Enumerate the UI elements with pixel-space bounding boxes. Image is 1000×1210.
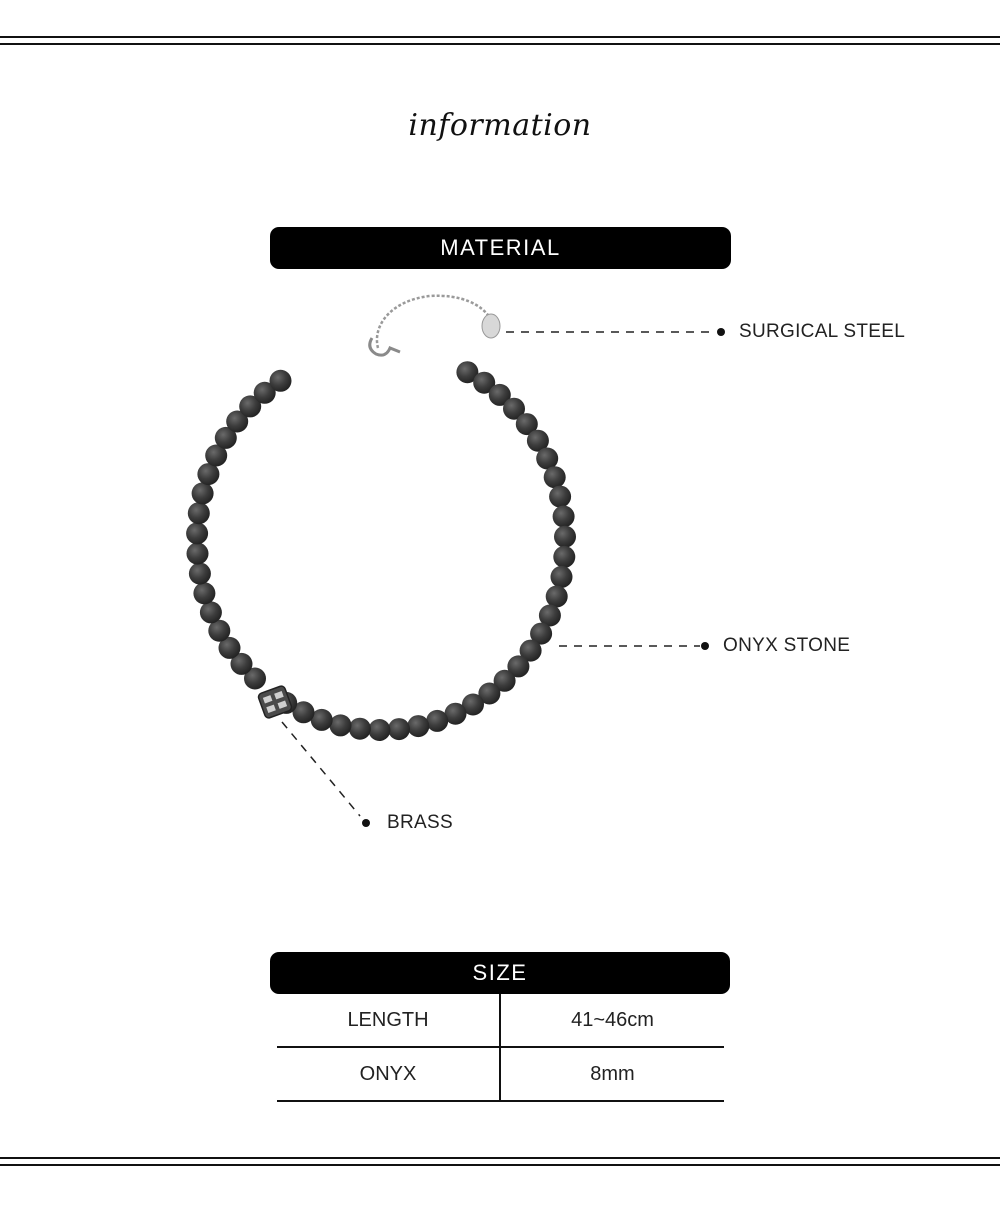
onyx-bead (536, 448, 558, 470)
size-table (277, 994, 724, 1102)
onyx-bead (407, 715, 429, 737)
steel-tag (482, 314, 500, 338)
extender-chain (377, 296, 490, 348)
onyx-bead (192, 482, 214, 504)
onyx-bead (549, 486, 571, 508)
material-banner: MATERIAL (270, 227, 731, 269)
onyx-bead (553, 506, 575, 528)
callout-surgical-steel: SURGICAL STEEL (739, 321, 906, 342)
onyx-bead (388, 718, 410, 740)
size-value-length: 41~46cm (500, 994, 724, 1047)
size-value-onyx: 8mm (500, 1047, 724, 1101)
onyx-bead (551, 566, 573, 588)
bullet-steel (717, 328, 725, 336)
size-label-length: LENGTH (277, 994, 500, 1047)
onyx-beads (186, 361, 576, 741)
table-row (277, 1047, 724, 1101)
callout-brass: BRASS (387, 812, 453, 833)
bullet-onyx (701, 642, 709, 650)
callout-onyx-stone: ONYX STONE (723, 635, 851, 656)
bullet-brass (362, 819, 370, 827)
onyx-bead (186, 522, 208, 544)
bottom-rule-outer (0, 1157, 1000, 1159)
onyx-bead (193, 582, 215, 604)
onyx-bead (188, 502, 210, 524)
onyx-bead (187, 543, 209, 565)
size-banner: SIZE (270, 952, 730, 994)
onyx-bead (544, 466, 566, 488)
onyx-bead (330, 714, 352, 736)
onyx-bead (426, 710, 448, 732)
page-title: information (408, 108, 592, 143)
onyx-bead (554, 526, 576, 548)
leader-brass (282, 722, 360, 816)
onyx-bead (546, 586, 568, 608)
onyx-bead (189, 563, 211, 585)
onyx-bead (368, 719, 390, 741)
onyx-bead (553, 546, 575, 568)
onyx-bead (349, 718, 371, 740)
brass-accent-bead (257, 685, 292, 719)
bottom-rule-inner (0, 1164, 1000, 1166)
onyx-bead (270, 370, 292, 392)
table-row (277, 994, 724, 1047)
onyx-bead (200, 601, 222, 623)
size-label-onyx: ONYX (277, 1047, 500, 1101)
lobster-clasp (370, 338, 400, 355)
